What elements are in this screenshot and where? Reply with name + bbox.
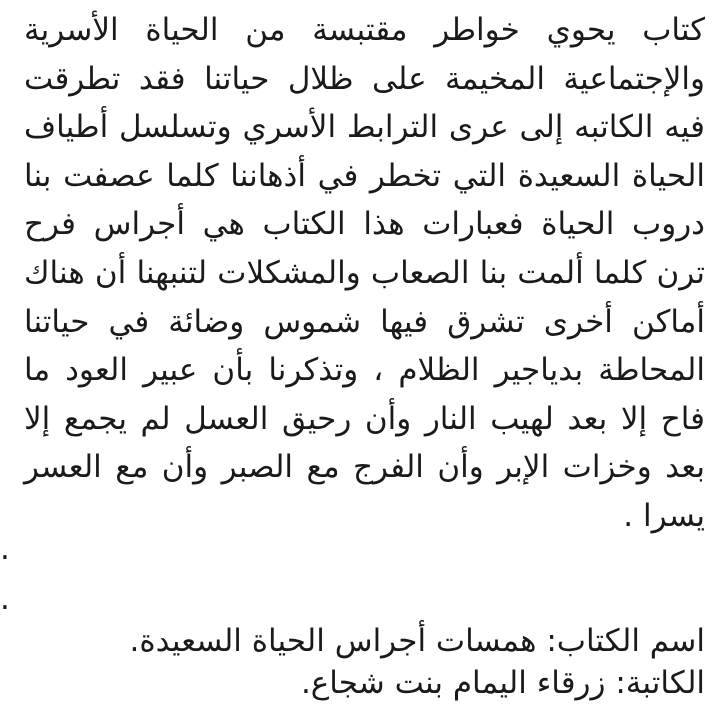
post-body (24, 6, 705, 541)
body-line-1: كتاب يحوي خواطر مقتبسة من الحياة الأسرية (24, 12, 705, 48)
body-line-8: المحاطة بدياجير الظلام ، وتذكرنا بأن عبير العود ما (24, 352, 705, 389)
body-line-11: يسرا . (623, 497, 705, 534)
body-line-9: فاح إلا بعد لهيب النار وأن رحيق العسل لم يجمع إلا (24, 400, 705, 437)
body-line-2: والإجتماعية المخيمة على ظلال حياتنا فقد تطرقت (24, 60, 705, 97)
book-info (24, 620, 705, 704)
body-line-3: فيه الكاتبه إلى عرى الترابط الأسري وتسلسل أطياف (24, 109, 705, 146)
body-line-7: أماكن أخرى تشرق فيها شموس وضائة في حياتنا (24, 303, 705, 340)
body-line-10: بعد وخزات الإبر وأن الفرج مع الصبر وأن مع العسر (24, 449, 705, 486)
body-line-5: دروب الحياة فعبارات هذا الكتاب هي أجراس فرح (24, 206, 705, 243)
body-line-4: الحياة السعيدة التي تخطر في أذهاننا كلما عصفت بنا (24, 157, 705, 194)
separator-dot: . (0, 531, 10, 567)
body-line-6: ترن كلما ألمت بنا الصعاب والمشكلات لتنبهنا أن هناك (24, 254, 705, 291)
book-title-line: اسم الكتاب: همسات أجراس الحياة السعيدة. (129, 623, 705, 659)
separator-dot: . (0, 581, 10, 617)
author-line: الكاتبة: زرقاء اليمام بنت شجاع. (300, 665, 705, 701)
